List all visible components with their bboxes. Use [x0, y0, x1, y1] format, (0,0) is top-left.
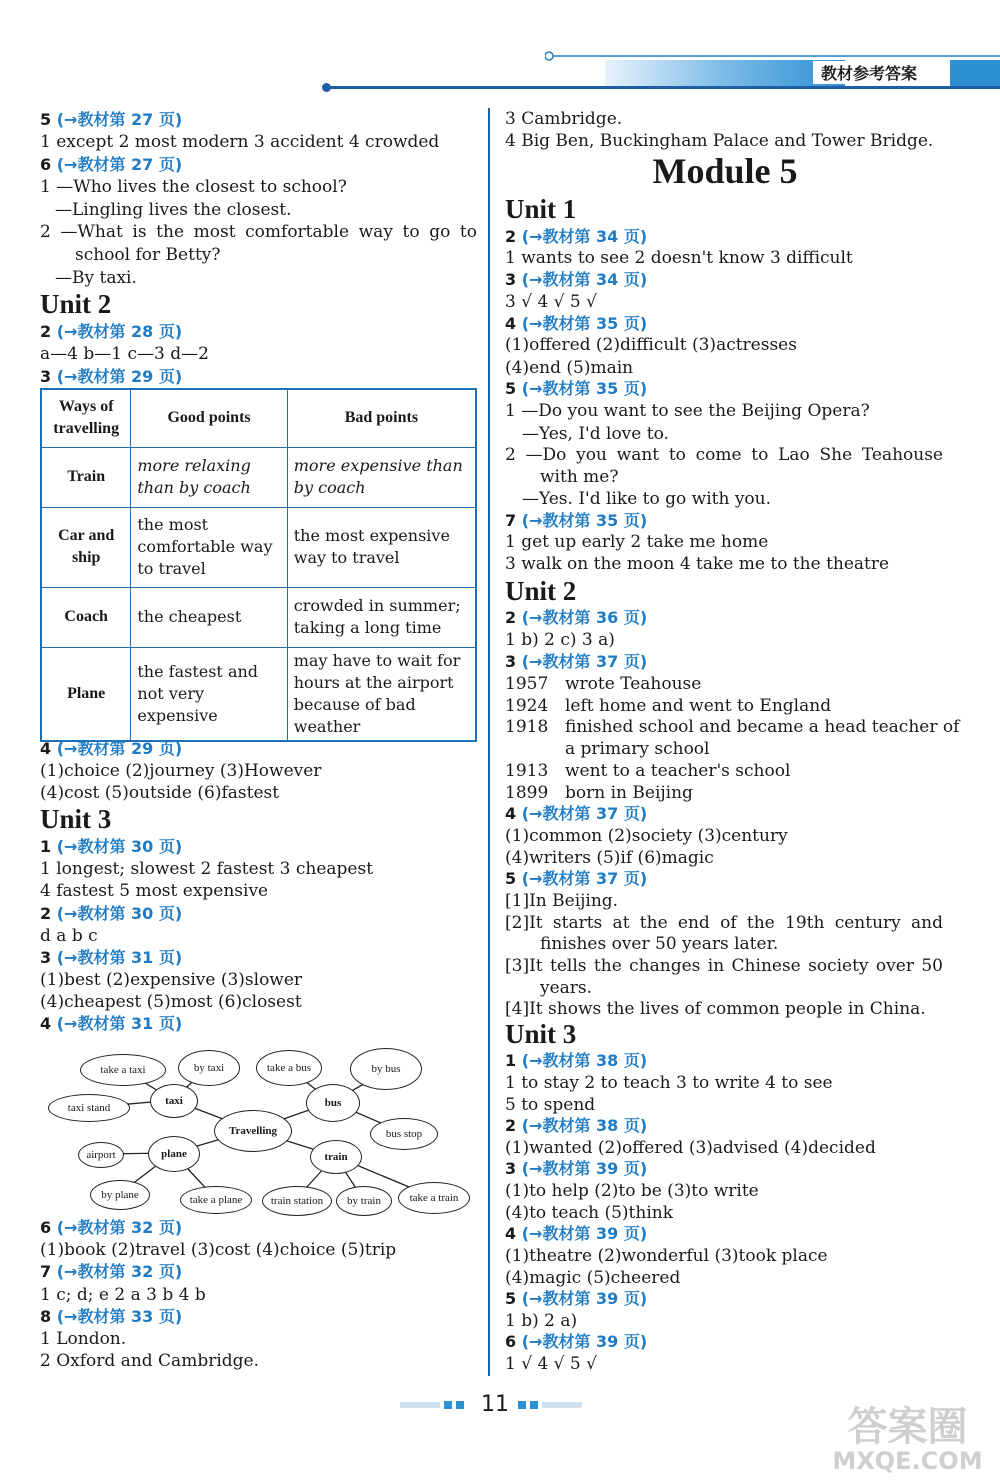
- answer-line: —Lingling lives the closest.: [55, 200, 292, 220]
- mind-map-node: by taxi: [178, 1050, 240, 1086]
- table-cell: more relaxing than by coach: [131, 447, 287, 507]
- answer-line: 1 longest; slowest 2 fastest 3 cheapest: [40, 859, 374, 879]
- answer-line: (4)writers (5)if (6)magic: [505, 848, 714, 868]
- exercise-heading: 7 (→教材第 32 页): [40, 1262, 183, 1281]
- table-cell: the most expensive way to travel: [287, 507, 476, 587]
- mind-map-node: take a train: [398, 1182, 470, 1214]
- answer-line: —By taxi.: [55, 268, 137, 288]
- header-rule-dot: [322, 83, 331, 92]
- exercise-heading: 6 (→教材第 27 页): [40, 155, 183, 174]
- unit-heading: Unit 1: [505, 194, 577, 224]
- timeline-year: 1924: [505, 696, 549, 716]
- timeline-event: left home and went to England: [565, 696, 832, 716]
- answer-line: 1 √ 4 √ 5 √: [505, 1354, 597, 1374]
- timeline-year: 1918: [505, 717, 549, 737]
- exercise-heading: 4 (→教材第 37 页): [505, 804, 648, 823]
- answer-line: d a b c: [40, 926, 98, 946]
- answer-line: 2 —Do you want to come to Lao She Teahouse: [505, 445, 943, 465]
- answer-line: (1)offered (2)difficult (3)actresses: [505, 335, 797, 355]
- answer-line: 1 b) 2 a): [505, 1311, 578, 1331]
- exercise-heading: 4 (→教材第 39 页): [505, 1224, 648, 1243]
- answer-line: (1)theatre (2)wonderful (3)took place: [505, 1246, 828, 1266]
- answer-line: (4)magic (5)cheered: [505, 1268, 681, 1288]
- exercise-heading: 1 (→教材第 30 页): [40, 837, 183, 856]
- unit-heading: Unit 3: [505, 1019, 577, 1049]
- mind-map-node: taxi stand: [48, 1094, 130, 1122]
- answer-line: 1 —Who lives the closest to school?: [40, 177, 347, 197]
- answer-line: (1)to help (2)to be (3)to write: [505, 1181, 759, 1201]
- exercise-heading: 5 (→教材第 37 页): [505, 869, 648, 888]
- answer-line: finishes over 50 years later.: [540, 934, 779, 954]
- timeline-event: born in Beijing: [565, 783, 693, 803]
- table-cell: may have to wait for hours at the airport because of bad weather: [287, 647, 476, 741]
- table-cell: Car and ship: [41, 507, 131, 587]
- mind-map-node: bus: [306, 1084, 360, 1122]
- answer-line: 2 —What is the most comfortable way to go to: [40, 222, 477, 242]
- table-header: Ways of travelling: [41, 389, 131, 447]
- header-bar: [545, 50, 1000, 84]
- answer-line: (4)cost (5)outside (6)fastest: [40, 783, 280, 803]
- mind-map: [40, 1032, 480, 1217]
- header-rule: [325, 86, 1000, 89]
- mind-map-node: by bus: [350, 1048, 422, 1090]
- exercise-heading: 5 (→教材第 35 页): [505, 379, 648, 398]
- mind-map-node: by plane: [90, 1180, 150, 1210]
- table-header: Good points: [131, 389, 287, 447]
- timeline-year: 1899: [505, 783, 549, 803]
- timeline-event: went to a teacher's school: [565, 761, 791, 781]
- exercise-heading: 3 (→教材第 29 页): [40, 367, 183, 386]
- answer-line: 3 walk on the moon 4 take me to the theatre: [505, 554, 890, 574]
- column-divider: [488, 108, 490, 1376]
- timeline-event: a primary school: [565, 739, 710, 759]
- answer-line: 4 Big Ben, Buckingham Palace and Tower Bridge.: [505, 131, 934, 151]
- timeline-year: 1913: [505, 761, 549, 781]
- table-cell: Train: [41, 447, 131, 507]
- mind-map-node: airport: [78, 1142, 124, 1168]
- answer-line: 1 —Do you want to see the Beijing Opera?: [505, 401, 870, 421]
- answer-line: (4)to teach (5)think: [505, 1203, 673, 1223]
- table-header: Bad points: [287, 389, 476, 447]
- module-heading: Module 5: [652, 151, 798, 191]
- footer: [400, 1392, 600, 1422]
- exercise-heading: 7 (→教材第 35 页): [505, 511, 648, 530]
- mind-map-node: train: [310, 1140, 362, 1174]
- mind-map-node: take a plane: [180, 1186, 252, 1214]
- exercise-heading: 2 (→教材第 38 页): [505, 1116, 648, 1135]
- exercise-heading: 5 (→教材第 27 页): [40, 110, 183, 129]
- answer-line: [3]It tells the changes in Chinese society over 50: [505, 956, 943, 976]
- answer-line: (4)cheapest (5)most (6)closest: [40, 992, 302, 1012]
- exercise-heading: 3 (→教材第 34 页): [505, 270, 648, 289]
- answer-line: (1)best (2)expensive (3)slower: [40, 970, 303, 990]
- answer-line: 3 Cambridge.: [505, 109, 623, 129]
- exercise-heading: 6 (→教材第 32 页): [40, 1218, 183, 1237]
- answer-line: 3 √ 4 √ 5 √: [505, 292, 597, 312]
- exercise-heading: 8 (→教材第 33 页): [40, 1307, 183, 1326]
- exercise-heading: 4 (→教材第 31 页): [40, 1014, 183, 1033]
- table-cell: Plane: [41, 647, 131, 741]
- timeline-event: wrote Teahouse: [565, 674, 702, 694]
- answer-line: 5 to spend: [505, 1095, 596, 1115]
- table-cell: more expensive than by coach: [287, 447, 476, 507]
- answer-line: 1 wants to see 2 doesn't know 3 difficult: [505, 248, 853, 268]
- exercise-heading: 2 (→教材第 30 页): [40, 904, 183, 923]
- table-cell: the most comfortable way to travel: [131, 507, 287, 587]
- answer-line: (4)end (5)main: [505, 358, 634, 378]
- answer-line: 1 except 2 most modern 3 accident 4 crowded: [40, 132, 440, 152]
- answer-line: 1 b) 2 c) 3 a): [505, 630, 615, 650]
- exercise-heading: 2 (→教材第 34 页): [505, 227, 648, 246]
- answer-line: —Yes, I'd love to.: [522, 424, 669, 444]
- page-number: 11: [481, 1392, 509, 1417]
- answer-line: years.: [540, 978, 593, 998]
- watermark-url: MXQE.COM: [832, 1447, 983, 1475]
- answer-line: school for Betty?: [75, 245, 221, 265]
- mind-map-node: taxi: [150, 1084, 198, 1118]
- answer-line: [4]It shows the lives of common people in China.: [505, 999, 926, 1019]
- unit-heading: Unit 3: [40, 804, 112, 834]
- exercise-heading: 3 (→教材第 39 页): [505, 1159, 648, 1178]
- answer-line: with me?: [540, 467, 619, 487]
- header-decoration: [545, 50, 1000, 90]
- mind-map-node: bus stop: [370, 1118, 438, 1150]
- table-cell: the cheapest: [131, 587, 287, 647]
- answer-line: [1]In Beijing.: [505, 891, 619, 911]
- exercise-heading: 4 (→教材第 35 页): [505, 314, 648, 333]
- exercise-heading: 4 (→教材第 29 页): [40, 739, 183, 758]
- watermark-text: 答案圈: [847, 1404, 968, 1450]
- answer-line: 1 London.: [40, 1329, 127, 1349]
- mind-map-node: take a taxi: [80, 1054, 166, 1086]
- answer-line: 1 c; d; e 2 a 3 b 4 b: [40, 1285, 206, 1305]
- answer-line: 1 get up early 2 take me home: [505, 532, 769, 552]
- exercise-heading: 5 (→教材第 39 页): [505, 1289, 648, 1308]
- mind-map-node: plane: [148, 1136, 200, 1172]
- answer-line: a—4 b—1 c—3 d—2: [40, 344, 209, 364]
- timeline-year: 1957: [505, 674, 549, 694]
- exercise-heading: 2 (→教材第 28 页): [40, 322, 183, 341]
- table-cell: the fastest and not very expensive: [131, 647, 287, 741]
- answer-line: (1)book (2)travel (3)cost (4)choice (5)trip: [40, 1240, 397, 1260]
- answer-line: 1 to stay 2 to teach 3 to write 4 to see: [505, 1073, 833, 1093]
- unit-heading: Unit 2: [40, 289, 112, 319]
- timeline-event: finished school and became a head teacher of: [565, 717, 960, 737]
- watermark: [820, 1395, 995, 1480]
- mind-map-node: take a bus: [256, 1050, 322, 1086]
- travel-table: [40, 388, 477, 742]
- exercise-heading: 2 (→教材第 36 页): [505, 608, 648, 627]
- answer-line: 4 fastest 5 most expensive: [40, 881, 269, 901]
- answer-line: (1)common (2)society (3)century: [505, 826, 788, 846]
- exercise-heading: 3 (→教材第 37 页): [505, 652, 648, 671]
- answer-line: (1)choice (2)journey (3)However: [40, 761, 322, 781]
- header-title: 教材参考答案: [813, 61, 925, 84]
- mind-map-center: Travelling: [214, 1110, 292, 1152]
- exercise-heading: 6 (→教材第 39 页): [505, 1332, 648, 1351]
- answer-line: 2 Oxford and Cambridge.: [40, 1351, 259, 1371]
- answer-line: (1)wanted (2)offered (3)advised (4)decided: [505, 1138, 876, 1158]
- unit-heading: Unit 2: [505, 576, 577, 606]
- answer-line: [2]It starts at the end of the 19th century and: [505, 913, 943, 933]
- table-cell: Coach: [41, 587, 131, 647]
- mind-map-node: by train: [336, 1186, 392, 1216]
- table-cell: crowded in summer; taking a long time: [287, 587, 476, 647]
- exercise-heading: 1 (→教材第 38 页): [505, 1051, 648, 1070]
- exercise-heading: 3 (→教材第 31 页): [40, 948, 183, 967]
- mind-map-node: train station: [262, 1186, 332, 1216]
- answer-line: —Yes. I'd like to go with you.: [522, 489, 772, 509]
